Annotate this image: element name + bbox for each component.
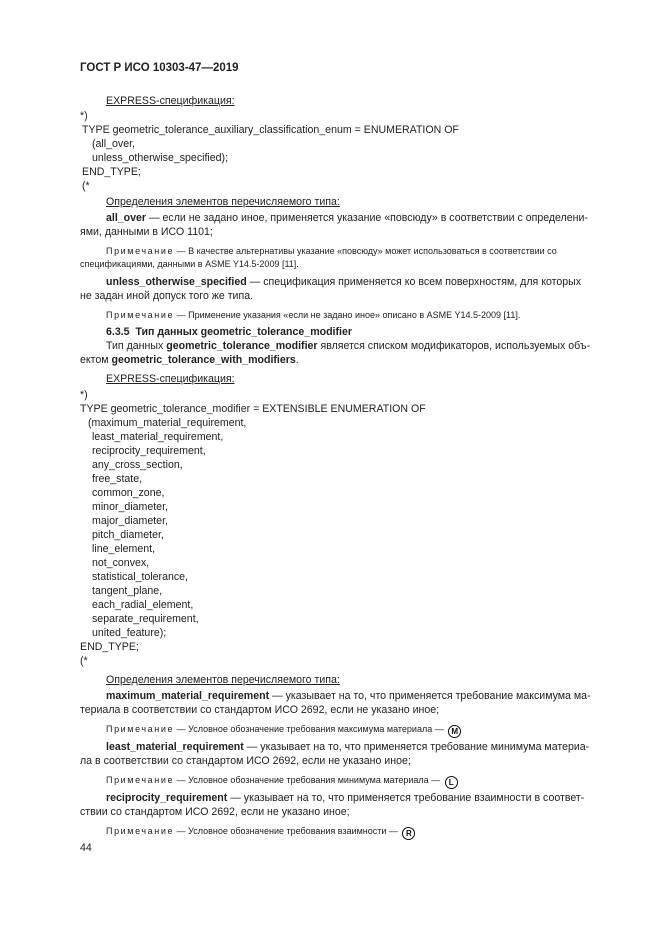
note-3 <box>106 722 461 738</box>
code1-line-3: (all_over, <box>92 138 135 150</box>
all-over-line-1 <box>106 211 612 225</box>
section-para-text-1: Тип данных <box>106 340 167 352</box>
recip-req-text-1: — указывает на то, что применяется требование взаимности в соответ- <box>227 792 585 804</box>
code2-item: minor_diameter, <box>92 501 168 513</box>
code2-item: common_zone, <box>92 487 165 499</box>
page-number: 44 <box>80 842 92 854</box>
definitions-label-2: Определения элементов перечисляемого типа: <box>106 674 340 686</box>
code2-item: reciprocity_requirement, <box>92 445 206 457</box>
all-over-term: all_over <box>106 212 147 224</box>
unless-text-1: — спецификация применяется ко всем поверхностям, для которых <box>246 276 582 288</box>
code2-item: pitch_diameter, <box>92 529 164 541</box>
code2-item: separate_requirement, <box>92 613 199 625</box>
note-1-line-1 <box>106 244 557 258</box>
section-para-bold-2: geometric_tolerance_with_modifiers <box>111 354 296 366</box>
document-header: ГОСТ Р ИСО 10303-47—2019 <box>80 62 239 74</box>
express-label-2: EXPRESS-спецификация: <box>106 373 235 385</box>
least-req-text-1: — указывает на то, что применяется требование минимума материа- <box>243 741 590 753</box>
reciprocity-symbol-icon: R <box>402 827 415 840</box>
least-material-symbol-icon: L <box>445 776 458 789</box>
max-req-term: maximum_material_requirement <box>106 690 270 702</box>
section-heading <box>106 325 352 339</box>
note-2 <box>106 308 520 322</box>
code2-item: any_cross_section, <box>92 459 183 471</box>
recip-req-line-1 <box>106 791 584 805</box>
code2-item: line_element, <box>92 543 156 555</box>
code2-item: united_feature); <box>92 627 167 639</box>
code2-item: major_diameter, <box>92 515 168 527</box>
note-2-text: — Применение указания «если не задано иное» описано в ASME Y14.5-2009 [11]. <box>174 310 521 320</box>
code2-line-2: TYPE geometric_tolerance_modifier = EXTENSIBLE ENUMERATION OF <box>80 403 426 415</box>
max-material-symbol-icon: M <box>448 725 461 738</box>
max-req-line-1 <box>106 689 591 703</box>
code2-item: not_convex, <box>92 557 150 569</box>
section-para-line-1 <box>106 339 590 353</box>
max-req-line-2: териала в соответствии со стандартом ИСО 2692, если не указано иное; <box>80 704 440 716</box>
recip-req-term: reciprocity_requirement <box>106 792 228 804</box>
recip-req-line-2: ствии со стандартом ИСО 2692, если не указано иное; <box>80 806 350 818</box>
note-word: Примечание <box>106 826 175 836</box>
note-3-text: — Условное обозначение требования максимума материала — <box>174 724 447 734</box>
code2-end-type: END_TYPE; <box>80 641 139 653</box>
section-para-bold-1: geometric_tolerance_modifier <box>166 340 318 352</box>
code2-line-1: *) <box>80 389 88 401</box>
code1-line-6: (* <box>82 180 90 192</box>
section-para-text-2: является списком модификаторов, используемых объ- <box>317 340 591 352</box>
code1-line-2: TYPE geometric_tolerance_auxiliary_classification_enum = ENUMERATION OF <box>82 124 459 136</box>
note-4 <box>106 773 458 789</box>
note-1-text-1: — В качестве альтернативы указание «повсюду» может использоваться в соответствии со <box>174 246 557 256</box>
section-para-line-2 <box>80 353 299 367</box>
note-word: Примечание <box>106 724 175 734</box>
unless-term: unless_otherwise_specified <box>106 276 247 288</box>
all-over-text-1: — если не задано иное, применяется указание «повсюду» в соответствии с определени- <box>146 212 588 224</box>
max-req-text-1: — указывает на то, что применяется требование максимума ма- <box>269 690 591 702</box>
unless-line-2: не задан иной допуск того же типа. <box>80 290 254 302</box>
note-word: Примечание <box>106 775 175 785</box>
note-word: Примечание <box>106 246 175 256</box>
note-5 <box>106 824 415 840</box>
code2-item: free_state, <box>92 473 143 485</box>
least-req-line-1 <box>106 740 589 754</box>
all-over-line-2: ями, данными в ИСО 1101; <box>80 226 213 238</box>
code2-item: each_radial_element, <box>92 599 194 611</box>
code2-comment-open: (* <box>80 655 88 667</box>
section-para-text-4: . <box>295 354 299 366</box>
section-para-text-3: ектом <box>80 354 112 366</box>
least-req-term: least_material_requirement <box>106 741 244 753</box>
code1-line-5: END_TYPE; <box>82 166 141 178</box>
section-number: 6.3.5 <box>106 326 130 338</box>
code2-line-3: (maximum_material_requirement, <box>88 417 247 429</box>
note-1-line-2: спецификациями, данными в ASME Y14.5-2009 [11]. <box>80 259 299 269</box>
code2-item: statistical_tolerance, <box>92 571 188 583</box>
code1-line-4: unless_otherwise_specified); <box>92 152 229 164</box>
least-req-line-2: ла в соответствии со стандартом ИСО 2692, если не указано иное; <box>80 755 411 767</box>
note-5-text: — Условное обозначение требования взаимности — <box>174 826 401 836</box>
note-4-text: — Условное обозначение требования минимума материала — <box>174 775 443 785</box>
code2-item: least_material_requirement, <box>92 431 224 443</box>
note-word: Примечание <box>106 310 175 320</box>
code2-item: tangent_plane, <box>92 585 163 597</box>
express-label-1: EXPRESS-спецификация: <box>106 95 235 107</box>
unless-line-1 <box>106 275 581 289</box>
definitions-label-1: Определения элементов перечисляемого типа: <box>106 196 340 208</box>
code1-line-1: *) <box>80 110 88 122</box>
section-title: Тип данных geometric_tolerance_modifier <box>135 326 352 338</box>
